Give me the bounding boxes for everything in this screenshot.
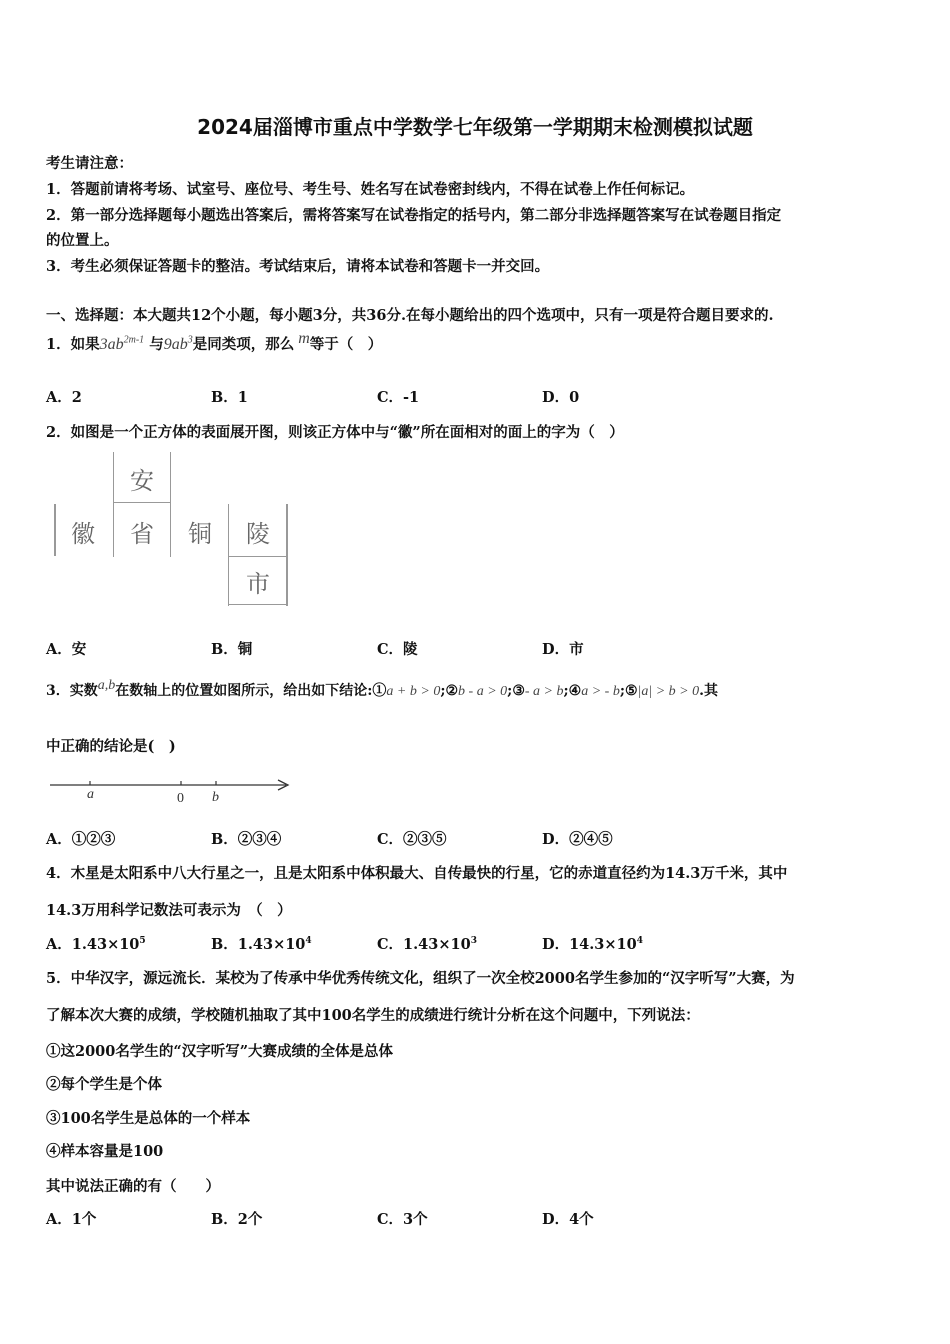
q5-statement-2: ②每个学生是个体 [46,1076,162,1093]
q3-tail: .其 [699,683,718,699]
q1-prefix: 1．如果 [46,336,100,353]
q5-option-b[interactable]: B．2个 [211,1211,263,1228]
q3-option-d[interactable]: D．②④⑤ [542,831,613,848]
label-0: 0 [177,791,184,806]
net-face-sheng: 省 [130,519,154,548]
question-1 [46,330,383,354]
cube-net-figure [50,452,295,612]
notice-item-2-cont: 的位置上。 [46,232,119,249]
q4-option-c[interactable]: C．$1.43\times 10^3$ [377,936,477,953]
q3-c3: - a > b [524,684,564,699]
section-heading: 一、选择题：本大题共12个小题，每小题3分，共36分.在每小题给出的四个选项中，只有一项是符合题目要求的. [46,307,774,324]
q2-option-c[interactable]: C．陵 [377,641,418,658]
q5-statement-4: ④样本容量是100 [46,1143,164,1160]
notice-heading: 考生请注意： [46,155,133,172]
q2-option-b[interactable]: B．铜 [211,641,253,658]
q1-term2: $9ab^3$ [163,334,193,353]
question-4-cont: 14.3万用科学记数法可表示为 （ ） [46,902,292,919]
q5-statement-3: ③100名学生是总体的一个样本 [46,1110,251,1127]
net-face-an: 安 [130,466,154,495]
net-face-hui: 徽 [71,519,95,548]
q2-option-a[interactable]: A．安 [46,641,87,658]
q3-option-a[interactable]: A．①②③ [46,831,116,848]
q3-s4: ;④ [563,683,582,699]
notice-item-2: 2．第一部分选择题每小题选出答案后，需将答案写在试卷指定的括号内，第二部分非选择题答案写在试卷题目指定 [46,207,782,224]
question-5: 5．中华汉字，源远流长．某校为了传承中华优秀传统文化，组织了一次全校2000名学生参加的“汉字听写”大赛，为 [46,970,795,987]
q5-option-d[interactable]: D．4个 [542,1211,594,1228]
net-face-shi: 市 [246,569,270,598]
q3-prefix: 3．实数 [46,683,98,699]
net-face-tong: 铜 [188,519,212,548]
q1-suffix1: 是同类项，那么 [192,336,295,353]
q3-c2: b - a > 0 [458,684,508,699]
number-line-figure [46,772,296,808]
q1-option-c[interactable]: C．-1 [377,389,420,406]
q3-vars: a,b [97,678,116,693]
q3-s2: ;② [440,683,459,699]
q5-option-a[interactable]: A．1个 [46,1211,97,1228]
q1-suffix2: 等于（ ） [309,336,383,353]
q4-option-b[interactable]: B．$1.43\times 10^4$ [211,936,312,953]
q4-option-a[interactable]: A．$1.43\times 10^5$ [46,936,146,953]
q3-option-c[interactable]: C．②③⑤ [377,831,447,848]
q3-mid: 在数轴上的位置如图所示，给出如下结论:① [115,683,387,699]
q1-option-b[interactable]: B．1 [211,389,248,406]
question-2: 2．如图是一个正方体的表面展开图，则该正方体中与“徽”所在面相对的面上的字为（ ） [46,424,624,441]
q3-c4: a > - b [581,684,620,699]
q3-s5: ;⑤ [619,683,638,699]
q5-statement-1: ①这2000名学生的“汉字听写”大赛成绩的全体是总体 [46,1043,394,1060]
question-5-cont: 了解本次大赛的成绩，学校随机抽取了其中100名学生的成绩进行统计分析在这个问题中，下列说法： [46,1007,700,1024]
q3-s3: ;③ [507,683,525,699]
question-3 [46,680,718,700]
question-4: 4．木星是太阳系中八大行星之一，且是太阳系中体积最大、自传最快的行星，它的赤道直径约为14.3万千米，其中 [46,865,788,882]
q3-c1: a + b > 0 [386,684,441,699]
q1-term1: $3ab^{2m-1}$ [99,334,145,353]
page-title: 2024届淄博市重点中学数学七年级第一学期期末检测模拟试题 [197,115,753,139]
net-face-ling: 陵 [246,519,270,548]
q2-option-d[interactable]: D．市 [542,641,584,658]
q3-option-b[interactable]: B．②③④ [211,831,282,848]
label-a: a [87,787,94,802]
q1-mid: 与 [149,336,164,353]
q1-option-a[interactable]: A．2 [46,389,82,406]
label-b: b [212,790,219,805]
q4-option-d[interactable]: D．$14.3\times 10^4$ [542,936,643,953]
q5-question: 其中说法正确的有（ ） [46,1178,220,1195]
q5-option-c[interactable]: C．3个 [377,1211,428,1228]
notice-item-3: 3．考生必须保证答题卡的整洁。考试结束后，请将本试卷和答题卡一并交回。 [46,258,550,275]
q1-option-d[interactable]: D．0 [542,389,580,406]
notice-item-1: 1．答题前请将考场、试室号、座位号、考生号、姓名写在试卷密封线内，不得在试卷上作任何标记。 [46,181,695,198]
q1-var: m [298,330,310,347]
question-3-cont: 中正确的结论是( ) [46,738,176,755]
q3-c5: |a| > b > 0 [637,684,700,699]
